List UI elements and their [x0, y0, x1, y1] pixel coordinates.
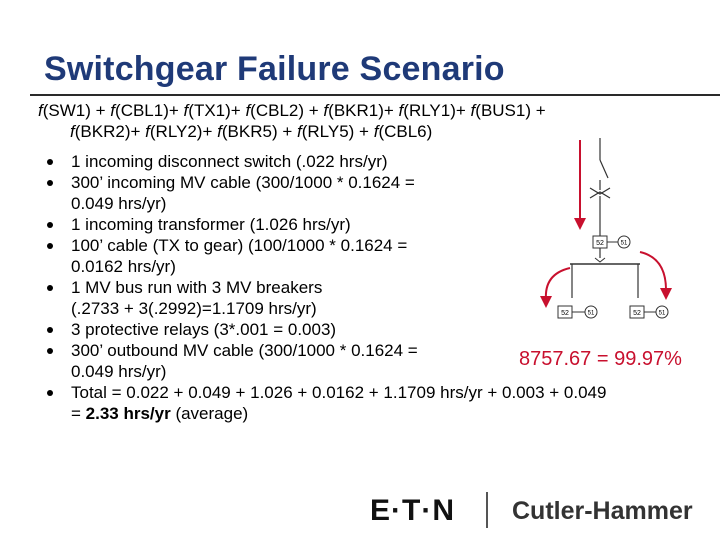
bullet-dot: [47, 159, 53, 165]
formula-line-2: f(BKR2)+ f(RLY2)+ f(BKR5) + f(RLY5) + f(CBL6): [70, 122, 433, 141]
bullet-dot: [47, 243, 53, 249]
bullet-item: Total = 0.022 + 0.049 + 1.026 + 0.0162 + 1.1709 hrs/yr + 0.003 + 0.049 = 2.33 hrs/yr (average): [47, 382, 717, 424]
bullet-item: 3 protective relays (3*.001 = 0.003): [47, 319, 717, 340]
title-underline: [30, 94, 720, 96]
logo-divider: [486, 492, 488, 528]
svg-text:52: 52: [633, 310, 641, 317]
bullet-dot: [47, 390, 53, 396]
svg-text:51: 51: [587, 310, 595, 317]
bullet-item: 1 incoming disconnect switch (.022 hrs/yr): [47, 151, 717, 172]
availability-result: 8757.67 = 99.97%: [519, 348, 682, 370]
svg-text:52: 52: [596, 240, 604, 247]
formula-line-1: f(SW1) + f(CBL1)+ f(TX1)+ f(CBL2) + f(BKR1)+ f(RLY1)+ f(BUS1) +: [38, 101, 546, 120]
bullet-dot: [47, 222, 53, 228]
slide-title: Switchgear Failure Scenario: [44, 50, 505, 88]
red-arrow-right: [640, 252, 666, 290]
bullet-dot: [47, 348, 53, 354]
one-line-diagram: [530, 128, 710, 328]
disconnect-switch: [600, 160, 608, 178]
bullet-item: 100’ cable (TX to gear) (100/1000 * 0.1624 = 0.0162 hrs/yr): [47, 235, 717, 277]
bullet-item: 300’ incoming MV cable (300/1000 * 0.1624 = 0.049 hrs/yr): [47, 172, 717, 214]
bullet-dot: [47, 285, 53, 291]
svg-text:51: 51: [620, 240, 628, 247]
svg-text:51: 51: [658, 310, 666, 317]
bullet-item: 300’ outbound MV cable (300/1000 * 0.1624 = 0.049 hrs/yr): [47, 340, 717, 382]
bullet-item: 1 MV bus run with 3 MV breakers (.2733 + 3(.2992)=1.1709 hrs/yr): [47, 277, 717, 319]
eaton-logo: E·T·N: [370, 494, 455, 527]
svg-text:52: 52: [561, 310, 569, 317]
red-arrow-left: [546, 268, 570, 300]
bullet-dot: [47, 327, 53, 333]
cutler-hammer-logo: Cutler-Hammer: [512, 497, 693, 525]
bullet-item: 1 incoming transformer (1.026 hrs/yr): [47, 214, 717, 235]
bullet-dot: [47, 180, 53, 186]
